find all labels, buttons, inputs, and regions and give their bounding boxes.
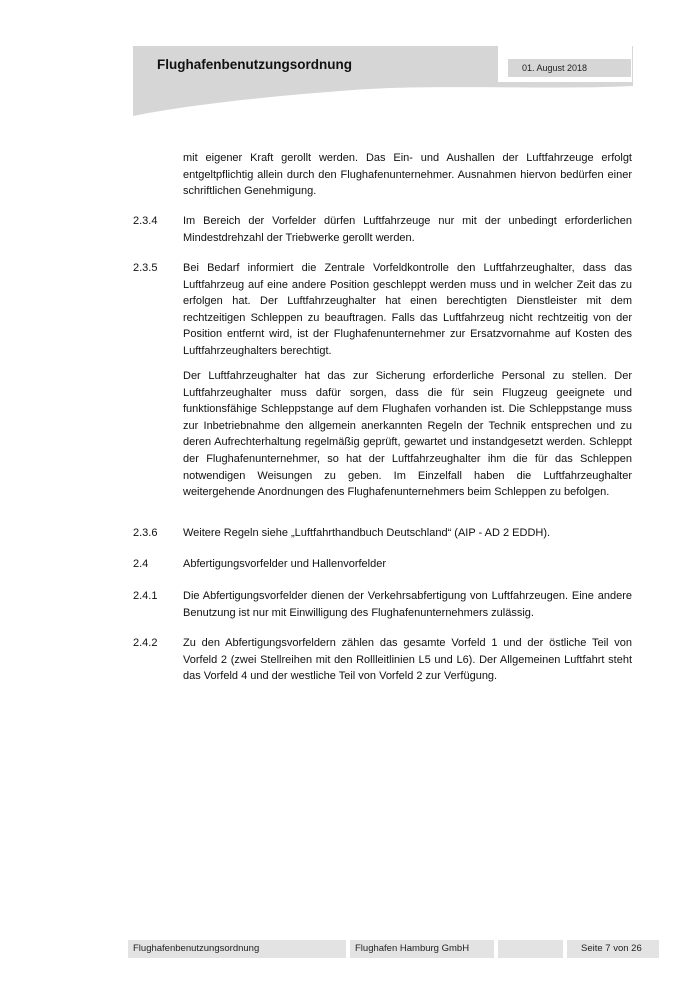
section-text: Im Bereich der Vorfelder dürfen Luftfahrzeuge nur mit der unbedingt erforderlichen Mindestdrehzahl der Triebwerke gerollt werden. <box>183 215 632 244</box>
footer-blank-cell <box>498 940 563 958</box>
section-number: 2.3.6 <box>133 527 158 539</box>
footer-company: Flughafen Hamburg GmbH <box>350 940 494 958</box>
section-heading: Abfertigungsvorfelder und Hallenvorfelder <box>183 558 387 570</box>
footer-document-name: Flughafenbenutzungsordnung <box>128 940 346 958</box>
section-number: 2.3.5 <box>133 262 158 274</box>
section-text: Zu den Abfertigungsvorfeldern zählen das gesamte Vorfeld 1 und der östliche Teil von Vorfeld 2 (zwei Stellreihen mit den Rollleitlinien L5 und L6). Der Allgemeinen Luftfahrt steht das Vorfeld 4 und der westliche Teil von Vorfeld 2 zur Verfügung. <box>183 637 632 683</box>
section-text: Die Abfertigungsvorfelder dienen der Verkehrsabfertigung von Luftfahrzeugen. Eine andere Benutzung ist nur mit Einwilligung des Flughafenunternehmers zulässig. <box>183 590 632 619</box>
footer-page-number: Seite 7 von 26 <box>567 940 659 958</box>
section-number: 2.4 <box>133 558 149 570</box>
section-number: 2.3.4 <box>133 215 158 227</box>
section-number: 2.4.2 <box>133 637 158 649</box>
header-title: Flughafenbenutzungsordnung <box>157 57 352 72</box>
section-text: Bei Bedarf informiert die Zentrale Vorfeldkontrolle den Luftfahrzeughalter, dass das Luftfahrzeug auf eine andere Position geschleppt werden muss und in welcher Zeit das zu erfolgen hat. Der Luftfahrzeughalter hat einen berechtigten Dienstleister mit dem rechtzeitigen Schleppen zu beauftragen. Falls das Luftfahrzeug nicht rechtzeitig von der Position entfernt wird, ist der Flughafenunternehmer zur Ersatzvornahme auf Kosten des Luftfahrzeughalters berechtigt. <box>183 262 632 357</box>
section-number: 2.4.1 <box>133 590 158 602</box>
header-date: 01. August 2018 <box>508 59 631 77</box>
intro-paragraph: mit eigener Kraft gerollt werden. Das Ein- und Aushallen der Luftfahrzeuge erfolgt entgeltpflichtig allein durch den Flughafenunternehmer. Ausnahmen hiervon bedürfen einer schriftlichen Genehmigung. <box>183 152 632 198</box>
section-text: Weitere Regeln siehe „Luftfahrthandbuch Deutschland“ (AIP - AD 2 EDDH). <box>183 527 551 539</box>
section-text: Der Luftfahrzeughalter hat das zur Sicherung erforderliche Personal zu stellen. Der Luftfahrzeughalter muss dafür sorgen, dass die für sein Flugzeug geeignete und funktionsfähige Schleppstange auf dem Flughafen vorhanden ist. Die Schleppstange muss zur Inbetriebnahme den allgemein anerkannten Regeln der Technik entsprechen und zu deren Aufrechterhaltung regelmäßig geprüft, gewartet und instandgesetzt werden. Schleppt der Flughafenunternehmer, so hat der Luftfahrzeughalter ihm die für das Schleppen notwendigen Weisungen zu geben. Im Einzelfall haben die Luftfahrzeughalter weitergehende Anordnungen des Flughafenunternehmers beim Schleppen zu befolgen. <box>183 370 632 499</box>
